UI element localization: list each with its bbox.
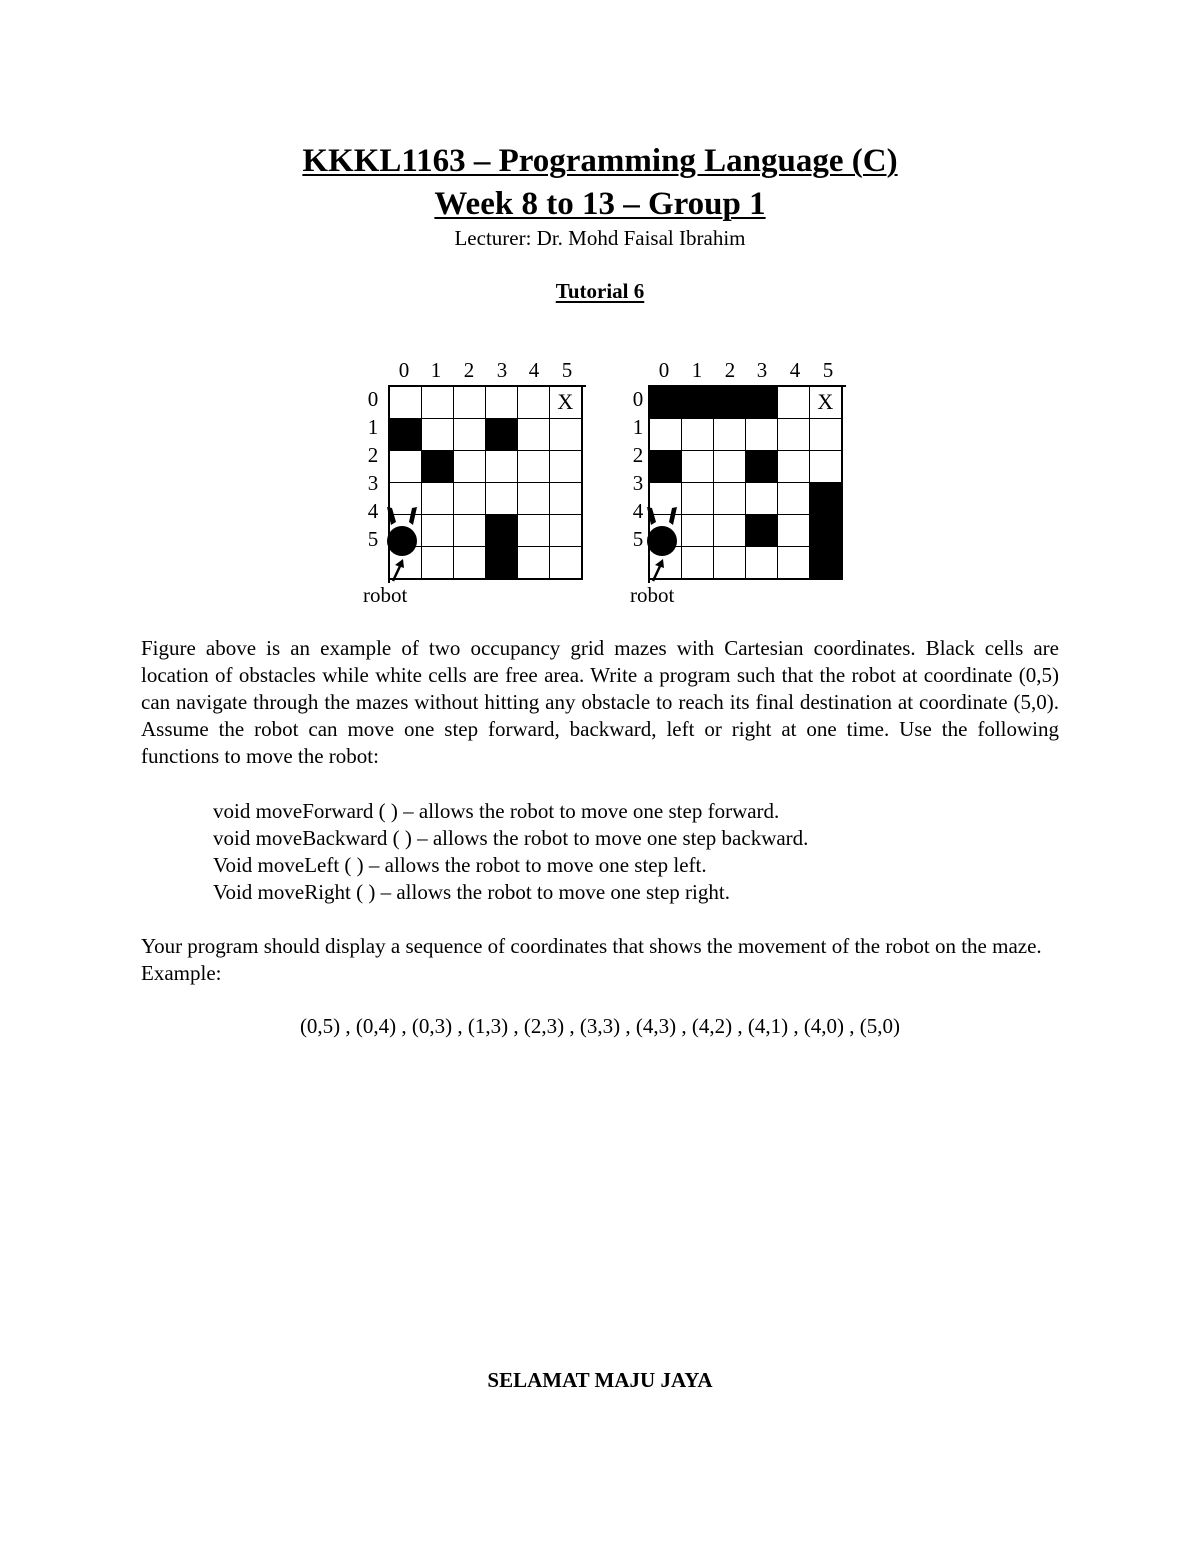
free-cell xyxy=(714,419,747,452)
maze-figure-2 xyxy=(620,355,920,615)
free-cell xyxy=(454,515,487,548)
free-cell xyxy=(810,451,843,484)
title-course: KKKL1163 – Programming Language (C) xyxy=(302,143,898,179)
example-sequence: (0,5) , (0,4) , (0,3) , (1,3) , (2,3) , (3,3) , (4,3) , (4,2) , (4,1) , (4,0) , (5,0) xyxy=(299,1014,901,1038)
free-cell xyxy=(778,547,811,580)
goal-cell: X xyxy=(810,387,843,420)
col-label: 0 xyxy=(658,358,670,382)
free-cell xyxy=(778,419,811,452)
obstacle-cell xyxy=(746,387,779,420)
free-cell xyxy=(682,419,715,452)
function-item: Void moveLeft ( ) – allows the robot to move one step left. xyxy=(213,853,707,877)
free-cell xyxy=(778,387,811,420)
free-cell xyxy=(422,515,455,548)
free-cell xyxy=(682,451,715,484)
free-cell xyxy=(518,419,551,452)
function-item: void moveBackward ( ) – allows the robot to move one step backward. xyxy=(213,826,809,850)
col-label: 4 xyxy=(789,358,801,382)
row-label: 2 xyxy=(632,443,644,467)
free-cell xyxy=(422,547,455,580)
free-cell xyxy=(550,483,583,516)
robot-icon xyxy=(642,505,686,565)
free-cell xyxy=(390,387,423,420)
free-cell xyxy=(714,451,747,484)
col-label: 5 xyxy=(822,358,834,382)
free-cell xyxy=(518,387,551,420)
robot-label: robot xyxy=(630,583,675,607)
obstacle-cell xyxy=(714,387,747,420)
lecturer: Lecturer: Dr. Mohd Faisal Ibrahim xyxy=(454,226,746,250)
function-list xyxy=(213,798,808,906)
col-label: 0 xyxy=(398,358,410,382)
obstacle-cell xyxy=(682,387,715,420)
row-label: 1 xyxy=(632,415,644,439)
obstacle-cell xyxy=(650,387,683,420)
row-label: 3 xyxy=(367,471,379,495)
free-cell xyxy=(778,451,811,484)
col-label: 3 xyxy=(756,358,768,382)
row-label: 4 xyxy=(367,499,379,523)
obstacle-cell xyxy=(390,419,423,452)
col-label: 4 xyxy=(528,358,540,382)
col-label: 2 xyxy=(724,358,736,382)
free-cell xyxy=(454,387,487,420)
free-cell xyxy=(746,419,779,452)
free-cell xyxy=(422,419,455,452)
free-cell xyxy=(454,483,487,516)
function-item: Void moveRight ( ) – allows the robot to move one step right. xyxy=(213,880,730,904)
col-label: 1 xyxy=(430,358,442,382)
free-cell xyxy=(682,515,715,548)
obstacle-cell xyxy=(486,419,519,452)
obstacle-cell xyxy=(486,547,519,580)
free-cell xyxy=(390,451,423,484)
free-cell xyxy=(682,483,715,516)
closing-text: SELAMAT MAJU JAYA xyxy=(487,1368,713,1392)
free-cell xyxy=(518,515,551,548)
free-cell xyxy=(714,547,747,580)
arrow-icon xyxy=(649,558,669,582)
obstacle-cell xyxy=(746,515,779,548)
row-label: 5 xyxy=(367,527,379,551)
free-cell xyxy=(518,451,551,484)
row-label: 3 xyxy=(632,471,644,495)
free-cell xyxy=(778,483,811,516)
obstacle-cell xyxy=(810,483,843,516)
free-cell xyxy=(550,419,583,452)
free-cell xyxy=(454,547,487,580)
free-cell xyxy=(682,547,715,580)
free-cell xyxy=(454,419,487,452)
free-cell xyxy=(550,451,583,484)
row-label: 1 xyxy=(367,415,379,439)
obstacle-cell xyxy=(486,515,519,548)
free-cell xyxy=(810,419,843,452)
col-label: 5 xyxy=(561,358,573,382)
free-cell xyxy=(422,483,455,516)
free-cell xyxy=(714,483,747,516)
free-cell xyxy=(486,451,519,484)
robot-label: robot xyxy=(363,583,408,607)
free-cell xyxy=(746,483,779,516)
tutorial-heading: Tutorial 6 xyxy=(555,279,645,303)
row-label: 2 xyxy=(367,443,379,467)
obstacle-cell xyxy=(810,515,843,548)
row-label: 0 xyxy=(367,387,379,411)
arrow-icon xyxy=(389,558,409,582)
obstacle-cell xyxy=(746,451,779,484)
row-label: 4 xyxy=(632,499,644,523)
obstacle-cell xyxy=(810,547,843,580)
free-cell xyxy=(422,387,455,420)
free-cell xyxy=(454,451,487,484)
free-cell xyxy=(650,419,683,452)
free-cell xyxy=(486,387,519,420)
problem-description: Figure above is an example of two occupancy grid mazes with Cartesian coordinates. Black cells are location of obstacles while white cells are free area. Write a program such that the robot at coordinate (0,5) can navigate through the mazes without hitting any obstacle to reach its final destination at coordinate (5,0). Assume the robot can move one step forward, backward, left or right at one time. Use the following functions to move the robot: xyxy=(141,636,1059,768)
free-cell xyxy=(486,483,519,516)
free-cell xyxy=(518,547,551,580)
free-cell xyxy=(518,483,551,516)
free-cell xyxy=(746,547,779,580)
free-cell xyxy=(714,515,747,548)
obstacle-cell xyxy=(422,451,455,484)
col-label: 2 xyxy=(463,358,475,382)
maze-figure-1 xyxy=(355,355,655,615)
title-week-group: Week 8 to 13 – Group 1 xyxy=(434,186,766,222)
col-label: 1 xyxy=(691,358,703,382)
row-label: 5 xyxy=(632,527,644,551)
free-cell xyxy=(550,547,583,580)
output-instruction: Your program should display a sequence of coordinates that shows the movement of the robot on the maze. Example: xyxy=(141,934,1042,985)
goal-cell: X xyxy=(550,387,583,420)
robot-icon xyxy=(382,505,426,565)
function-item: void moveForward ( ) – allows the robot to move one step forward. xyxy=(213,799,780,823)
col-label: 3 xyxy=(496,358,508,382)
row-label: 0 xyxy=(632,387,644,411)
obstacle-cell xyxy=(650,451,683,484)
free-cell xyxy=(778,515,811,548)
free-cell xyxy=(550,515,583,548)
